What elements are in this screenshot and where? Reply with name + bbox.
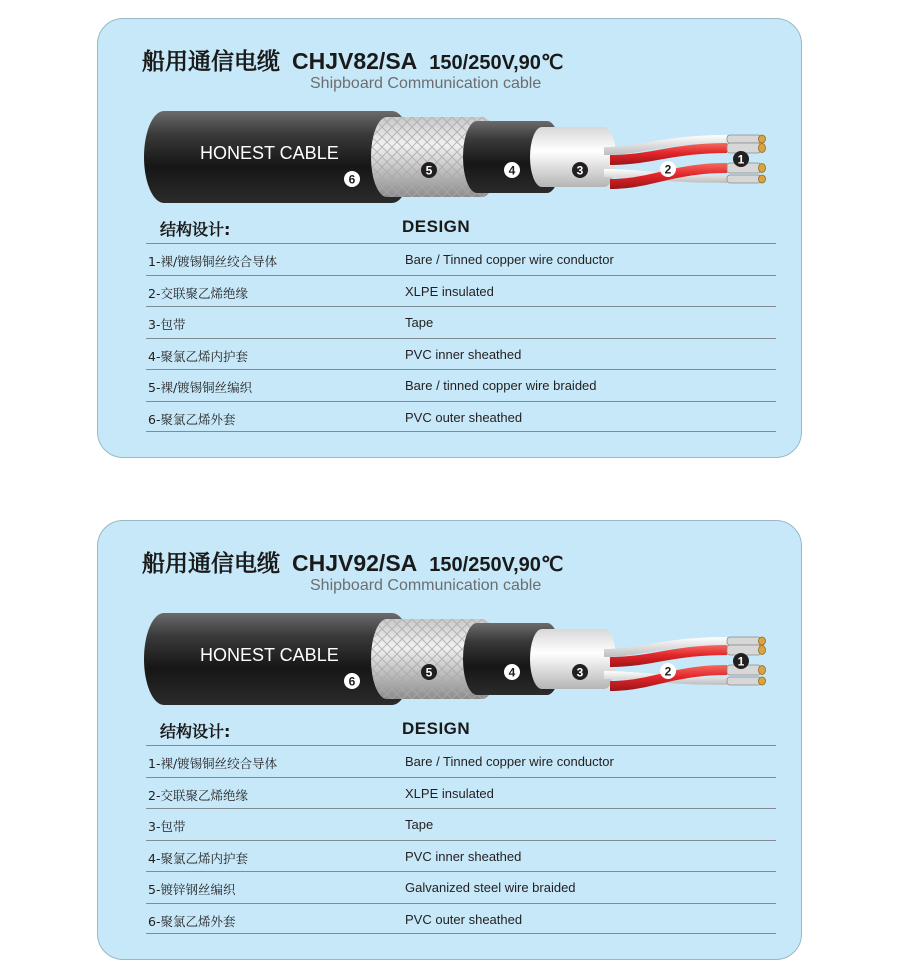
svg-text:1: 1 [737,152,745,167]
svg-text:5: 5 [425,163,433,178]
component-en: PVC outer sheathed [405,911,523,927]
product-title [142,43,563,76]
component-en: XLPE insulated [405,785,494,801]
component-cn: 5-镀锌钢丝编织 [148,882,236,897]
component-en: Tape [405,315,434,330]
svg-text:4: 4 [508,163,516,178]
svg-text:4: 4 [508,665,516,680]
title-chinese: 船用通信电缆 [142,551,280,577]
table-row [146,243,776,275]
svg-text:6: 6 [348,674,356,689]
design-table [146,745,776,934]
marker-6 [344,673,360,689]
svg-text:5: 5 [425,665,433,680]
product-card-chjv92 [97,520,802,960]
table-row [146,903,776,935]
component-cn: 2-交联聚乙烯绝缘 [148,285,248,301]
component-cn: 4-聚氯乙烯内护套 [148,348,248,364]
svg-text:2: 2 [664,162,672,177]
marker-1 [733,151,749,167]
svg-text:3: 3 [576,163,584,178]
cable-cross-section-illustration [142,609,782,709]
component-en: Galvanized steel wire braided [405,880,576,895]
svg-text:3: 3 [576,665,584,680]
component-en: Bare / tinned copper wire braided [405,378,597,393]
product-title [142,545,563,578]
component-cn: 3-包带 [148,819,186,834]
component-cn: 6-聚氯乙烯外套 [148,411,236,427]
design-header-chinese: 结构设计: [160,722,231,741]
product-subtitle: Shipboard Communication cable [310,75,542,92]
design-header-english: DESIGN [402,217,471,236]
component-cn: 1-裸/镀锡铜丝绞合导体 [148,756,278,771]
component-en: PVC outer sheathed [405,409,523,425]
component-en: Bare / Tinned copper wire conductor [405,252,614,267]
model-number: CHJV92/SA [292,550,418,576]
voltage-rating: 150/250V,90℃ [429,554,564,576]
table-row [146,840,776,872]
svg-text:2: 2 [664,664,672,679]
design-header-english: DESIGN [402,719,471,738]
marker-2 [660,663,676,679]
component-cn: 1-裸/镀锡铜丝绞合导体 [148,254,278,269]
component-en: XLPE insulated [405,283,494,299]
product-subtitle: Shipboard Communication cable [310,577,542,594]
marker-3 [572,162,588,178]
component-cn: 5-裸/镀锡铜丝编织 [148,380,253,395]
cable-cross-section-illustration [142,107,782,207]
component-en: PVC inner sheathed [405,346,522,362]
table-row [146,369,776,401]
marker-5 [421,162,437,178]
marker-2 [660,161,676,177]
table-row [146,306,776,338]
table-row [146,871,776,903]
svg-text:1: 1 [737,654,745,669]
marker-5 [421,664,437,680]
brand-print: HONEST CABLE [200,143,339,163]
product-card-chjv82 [97,18,802,458]
component-cn: 4-聚氯乙烯内护套 [148,850,248,866]
table-row [146,275,776,307]
title-chinese: 船用通信电缆 [142,49,280,75]
table-row [146,401,776,433]
svg-text:6: 6 [348,172,356,187]
component-en: PVC inner sheathed [405,848,522,864]
marker-6 [344,171,360,187]
marker-4 [504,664,520,680]
marker-4 [504,162,520,178]
table-row [146,338,776,370]
component-en: Bare / Tinned copper wire conductor [405,754,614,769]
component-cn: 6-聚氯乙烯外套 [148,913,236,929]
design-header-chinese: 结构设计: [160,220,231,239]
table-row [146,808,776,840]
marker-3 [572,664,588,680]
brand-print: HONEST CABLE [200,645,339,665]
table-row [146,777,776,809]
table-row [146,745,776,777]
component-en: Tape [405,817,434,832]
marker-1 [733,653,749,669]
component-cn: 2-交联聚乙烯绝缘 [148,787,248,803]
voltage-rating: 150/250V,90℃ [429,52,564,74]
component-cn: 3-包带 [148,317,186,332]
design-table [146,243,776,432]
model-number: CHJV82/SA [292,48,418,74]
